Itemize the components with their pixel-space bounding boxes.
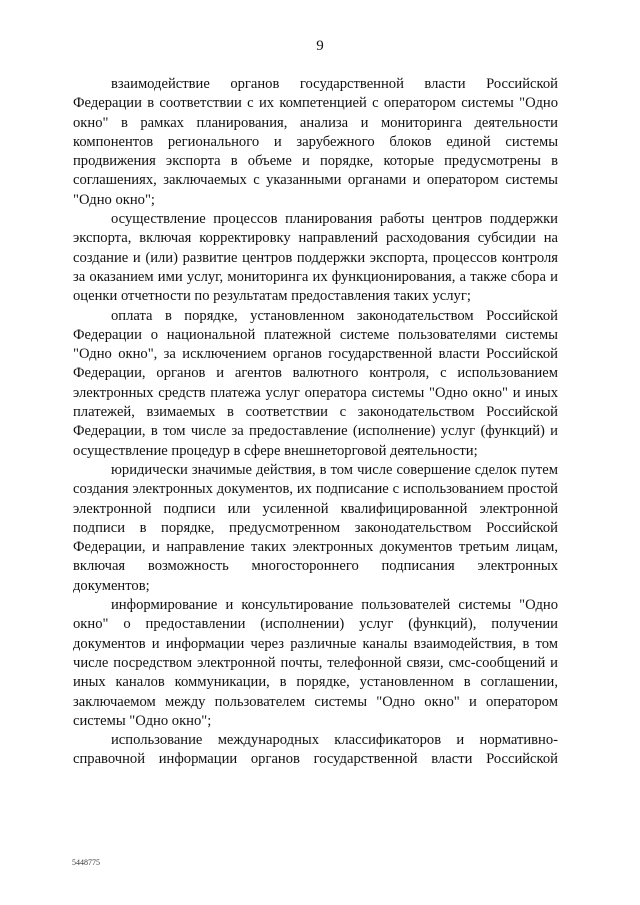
paragraph-legal-actions: юридически значимые действия, в том числе совершение сделок путем создания электронных документов, их подписание с использованием простой электронной подписи или усиленной квалифицированной электронной подписи в порядке, предусмотренном законодательством Российской Федерации, и направление таких электронных документов третьим лицам, включая возможность многостороннего подписания электронных документов;	[73, 461, 558, 594]
paragraph-payment: оплата в порядке, установленном законодательством Российской Федерации о национальной платежной системе пользователями системы "Одно окно", за исключением органов государственной власти Российской Федерации, органов и агентов валютного контроля, с использованием электронных средств платежа услуг оператора системы "Одно окно" и иных платежей, взимаемых в соответствии с законодательством Российской Федерации, в том числе за предоставление (исполнение) услуг (функций) и осуществление процедур в сфере внешнеторговой деятельности;	[73, 307, 558, 459]
page-number: 9	[316, 38, 324, 54]
document-code: 5448775	[72, 858, 100, 867]
paragraph-interaction-bodies: взаимодействие органов государственной власти Российской Федерации в соответствии с их компетенцией с оператором системы "Одно окно" в рамках планирования, анализа и мониторинга деятельности компонентов регионального и зарубежного блоков единой системы продвижения экспорта в объеме и порядке, которые предусмотрены в соглашениях, заключаемых с указанными органами и оператором системы "Одно окно";	[73, 76, 558, 208]
paragraph-informing-consulting: информирование и консультирование пользователей системы "Одно окно" о предоставлении (исполнении) услуг (функций), получении документов и информации через различные каналы взаимодействия, в том числе посредством электронной почты, телефонной связи, смс-сообщений и иных каналов коммуникации, в порядке, установленном в соглашении, заключаемом между пользователем системы "Одно окно" и оператором системы "Одно окно";	[73, 597, 558, 729]
paragraph-export-centers-planning: осуществление процессов планирования работы центров поддержки экспорта, включая корректировку направлений расходования субсидии на создание и (или) развитие центров поддержки экспорта, процессов контроля за оказанием ими услуг, мониторинга их функционирования, а также сбора и оценки отчетности по результатам предоставления таких услуг;	[73, 211, 558, 305]
document-body	[73, 75, 558, 770]
paragraph-classifiers: использование международных классификаторов и нормативно-справочной информации органов государственной власти Российской	[73, 732, 558, 768]
